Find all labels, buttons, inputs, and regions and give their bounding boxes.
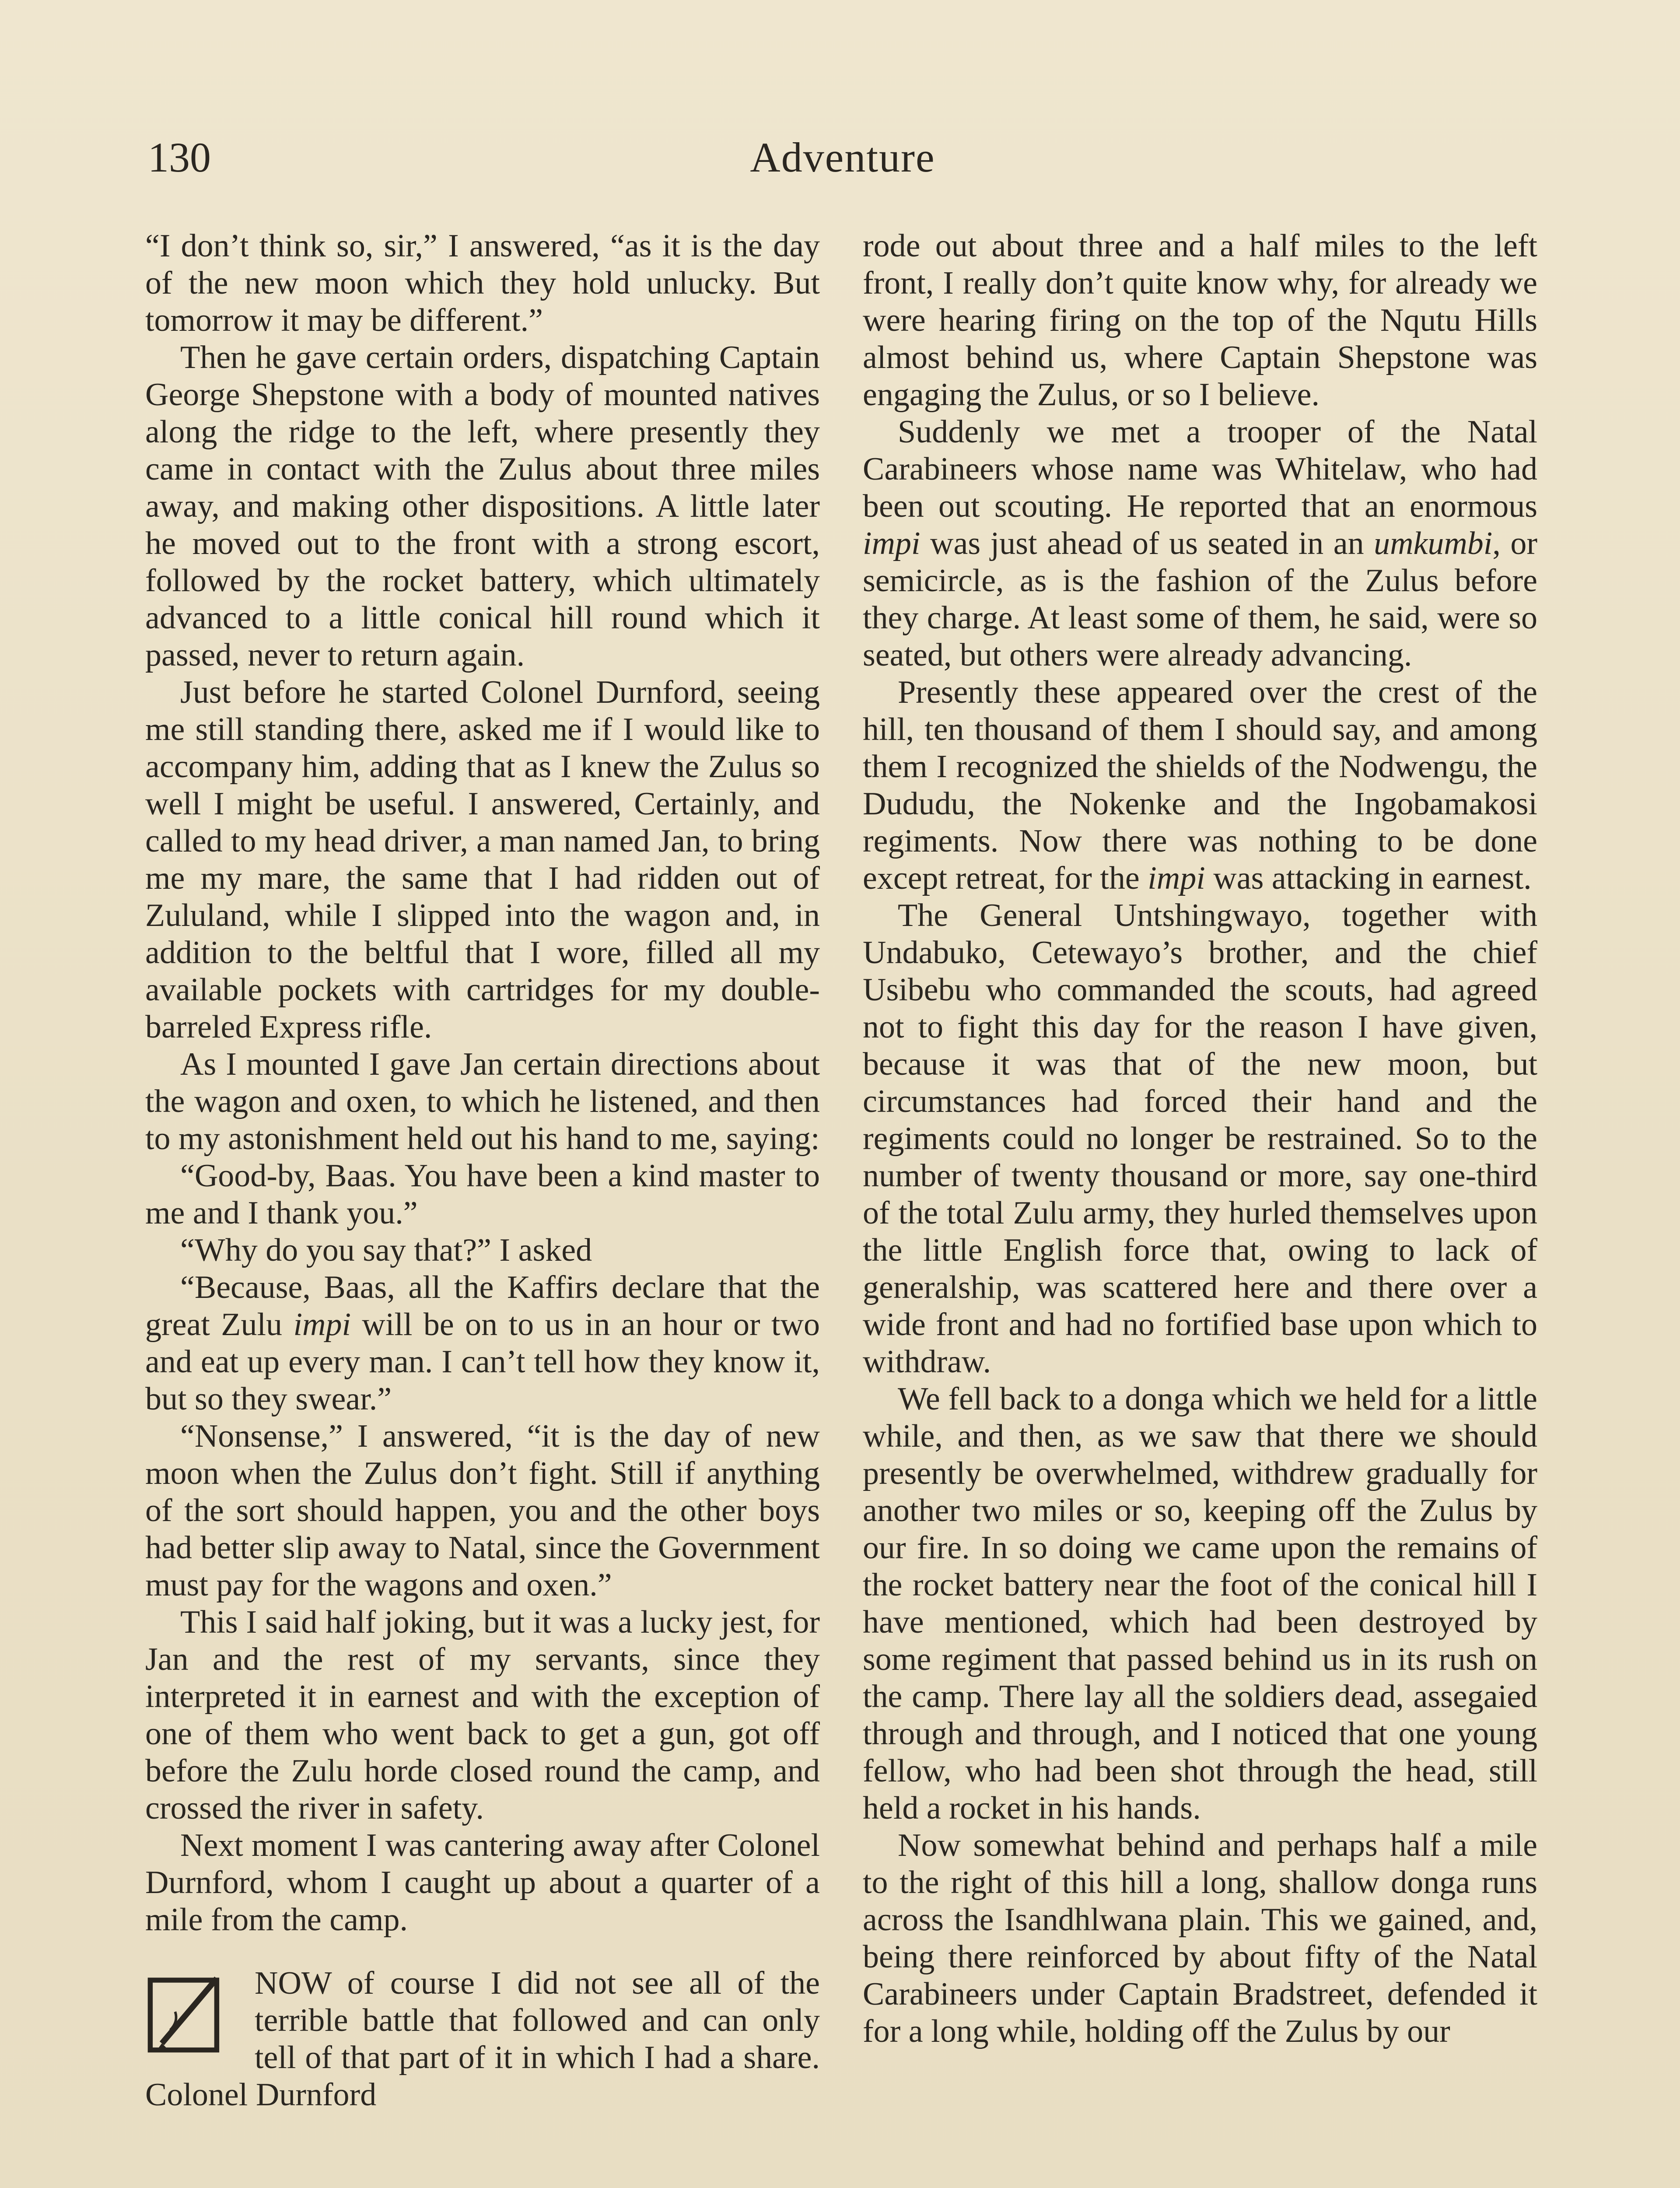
italic-word: impi — [293, 1307, 351, 1343]
text-run: was just ahead of us seated in an — [920, 526, 1374, 561]
page-header — [148, 131, 1537, 184]
text-run: will be on to us in an hour or two and eat up every man. I can’t tell how they know it, but so they swear.” — [145, 1307, 820, 1417]
italic-word: umkumbi — [1374, 526, 1493, 561]
paragraph: We fell back to a donga which we held for a little while, and then, as we saw that there we should presently be overwhelmed, withdrew gradually for another two miles or so, keeping off the Zulus by our fire. In so doing we came upon the remains of the rocket battery near the foot of the conical hill I have mentioned, which had been destroyed by some regiment that passed behind us in its rush on the camp. There lay all the soldiers dead, assegaied through and through, and I noticed that one young fellow, who had been shot through the head, still held a rocket in his hands. — [863, 1381, 1537, 1826]
paragraph: Now somewhat behind and perhaps half a mile to the right of this hill a long, shallow donga runs across the Isandhlwana plain. This we gained, and, being there reinforced by about fifty of the Natal Carabineers under Captain Bradstreet, defended it for a long while, holding off the Zulus by our — [863, 1827, 1537, 2049]
paragraph: Next moment I was cantering away after Colonel Durnford, whom I caught up about a quarter of a mile from the camp. — [145, 1827, 820, 1938]
decorative-initial-icon — [145, 1972, 237, 2064]
text-run: Suddenly we met a trooper of the Natal Carabineers whose name was Whitelaw, who had been out scouting. He reported that an enormous — [863, 414, 1537, 524]
paragraph: “I don’t think so, sir,” I answered, “as it is the day of the new moon which they hold unlucky. But tomorrow it may be different.” — [145, 228, 820, 338]
text-column-right — [863, 228, 1537, 2050]
italic-word: impi — [863, 526, 920, 561]
paragraph — [863, 674, 1537, 897]
paragraph: This I said half joking, but it was a lucky jest, for Jan and the rest of my servants, since they interpreted it in earnest and with the exception of one of them who went back to get a gun, got off before the Zulu horde closed round the camp, and crossed the river in safety. — [145, 1604, 820, 1826]
text-run: NOW of course I did not see all of the terrible battle that followed and can only tell of that part of it in which I had a share. Colonel Durnford — [145, 1965, 820, 2113]
running-title: Adventure — [750, 134, 935, 181]
text-run: Presently these appeared over the crest of the hill, ten thousand of them I should say, and among them I recognized the shields of the Nodwengu, the Dududu, the Nokenke and the Ingobamakosi regiments. Now there was nothing to be done except retreat, for the — [863, 674, 1537, 896]
paragraph — [863, 414, 1537, 674]
paragraph: Then he gave certain orders, dispatching Captain George Shepstone with a body of mounted natives along the ridge to the left, where presently they came in contact with the Zulus about three miles away, and making other dispositions. A little later he moved out to the front with a strong escort, followed by the rocket battery, which ultimately advanced to a little conical hill round which it passed, never to return again. — [145, 340, 820, 673]
text-column-left — [145, 228, 820, 2114]
paragraph: “Nonsense,” I answered, “it is the day of new moon when the Zulus don’t fight. Still if anything of the sort should happen, you and the other boys had better slip away to Natal, since the Government must pay for the wagons and oxen.” — [145, 1418, 820, 1603]
paragraph: The General Untshingwayo, together with Undabuko, Cetewayo’s brother, and the chief Usibebu who commanded the scouts, had agreed not to fight this day for the reason I have given, because it was that of the new moon, but circumstances had forced their hand and the regiments could no longer be restrained. So to the number of twenty thousand or more, say one-third of the total Zulu army, they hurled themselves upon the little English force that, owing to lack of generalship, was scattered here and there over a wide front and had no fortified base upon which to withdraw. — [863, 898, 1537, 1380]
paragraph-section-start — [145, 1965, 820, 2114]
italic-word: impi — [1148, 860, 1205, 896]
paragraph: Just before he started Colonel Durnford, seeing me still standing there, asked me if I would like to accompany him, adding that as I knew the Zulus so well I might be useful. I answered, Certainly, and called to my head driver, a man named Jan, to bring me my mare, the same that I had ridden out of Zululand, while I slipped into the wagon and, in addition to the beltful that I wore, filled all my available pockets with cartridges for my double-barreled Express rifle. — [145, 674, 820, 1045]
text-run: was attacking in earnest. — [1205, 860, 1532, 896]
paragraph: “Why do you say that?” I asked — [180, 1232, 592, 1268]
paragraph: rode out about three and a half miles to the left front, I really don’t quite know why, for already we were hearing firing on the top of the Nqutu Hills almost behind us, where Captain Shepstone was engaging the Zulus, or so I believe. — [863, 228, 1537, 413]
text-run: , or semicircle, as is the fashion of the Zulus before they charge. At least some of them, he said, were so seated, but others were already advancing. — [863, 526, 1537, 673]
text-run: “Because, Baas, all the Kaffirs declare that the great Zulu — [145, 1269, 820, 1343]
paragraph: As I mounted I gave Jan certain directions about the wagon and oxen, to which he listened, and then to my astonishment held out his hand to me, saying: — [145, 1046, 820, 1157]
page-number: 130 — [148, 134, 211, 181]
paragraph: “Good-by, Baas. You have been a kind master to me and I thank you.” — [145, 1158, 820, 1231]
paragraph — [145, 1269, 820, 1418]
